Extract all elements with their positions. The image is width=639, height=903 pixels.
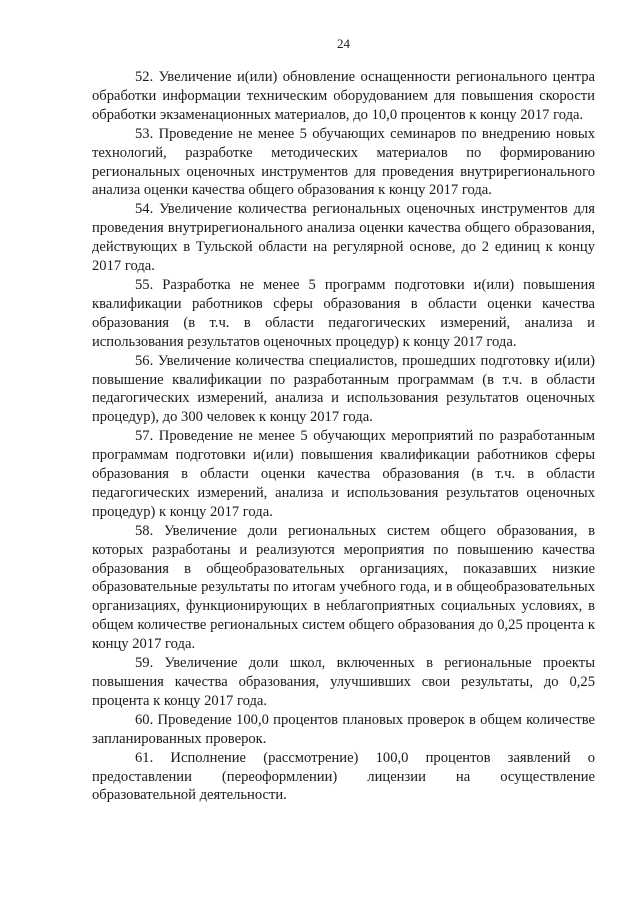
paragraph-59: 59. Увеличение доли школ, включенных в региональные проекты повышения качества образования, улучшивших свои результаты, до 0,25 процента к концу 2017 года. (92, 655, 595, 709)
paragraph-56: 56. Увеличение количества специалистов, прошедших подготовку и(или) повышение квалификации по разработанным программам (в т.ч. в области педагогических измерений, анализа и использования результатов оценочных процедур), до 300 человек к концу 2017 года. (92, 352, 595, 426)
paragraph-57: 57. Проведение не менее 5 обучающих мероприятий по разработанным программам подготовки и(или) повышения квалификации работников сферы образования в области оценки качества образования (в т.ч. в области педагогических измерений, анализа и использования результатов оценочных процедур) к концу 2017 года. (92, 428, 595, 520)
paragraph-61: 61. Исполнение (рассмотрение) 100,0 процентов заявлений о предоставлении (переоформлении) лицензии на осуществление образовательной деятельности. (92, 749, 595, 804)
paragraph-52: 52. Увеличение и(или) обновление оснащенности регионального центра обработки информации техническим оборудованием для повышения скорости обработки экзаменационных материалов, до 10,0 процентов к концу 2017 года. (92, 69, 595, 123)
page-number: 24 (337, 36, 350, 51)
paragraph-list (92, 68, 595, 805)
paragraph-60: 60. Проведение 100,0 процентов плановых проверок в общем количестве запланированных проверок. (92, 711, 595, 747)
paragraph-55: 55. Разработка не менее 5 программ подготовки и(или) повышения квалификации работников сферы образования в области оценки качества образования (в т.ч. в области педагогических измерений, анализа и использования результатов оценочных процедур) к концу 2017 года. (92, 276, 595, 350)
paragraph-58: 58. Увеличение доли региональных систем общего образования, в которых разработаны и реализуются мероприятия по повышению качества образования в общеобразовательных организациях, показавших низкие образовательные результаты по итогам учебного года, и в общеобразовательных организациях, функционирующих в неблагоприятных социальных условиях, в общем количестве региональных систем общего образования до 0,25 процента к концу 2017 года. (92, 522, 595, 653)
paragraph-54: 54. Увеличение количества региональных оценочных инструментов для проведения внутрирегионального анализа оценки качества общего образования, действующих в Тульской области на регулярной основе, до 2 единиц к концу 2017 года. (92, 201, 595, 275)
paragraph-53: 53. Проведение не менее 5 обучающих семинаров по внедрению новых технологий, разработке методических материалов по формированию региональных оценочных инструментов для проведения внутрирегионального анализа оценки качества общего образования к концу 2017 года. (92, 125, 595, 199)
